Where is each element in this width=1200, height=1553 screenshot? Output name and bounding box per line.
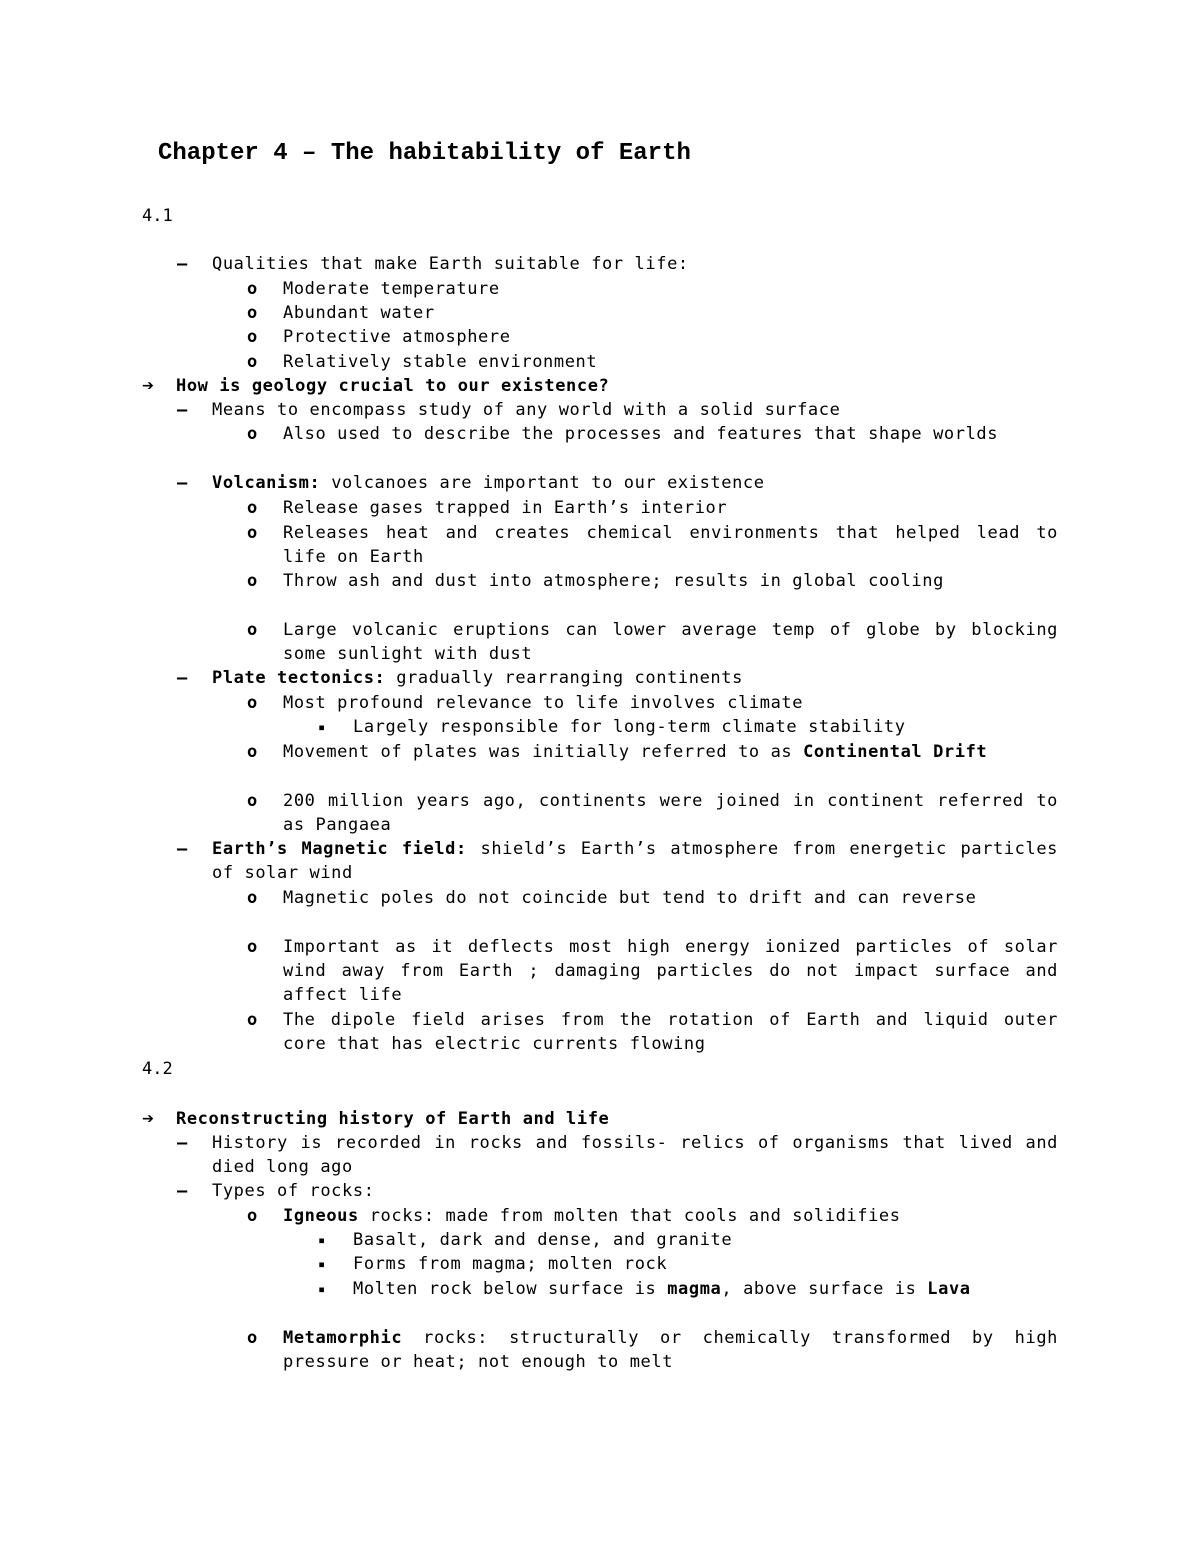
continental-drift-term: Continental Drift <box>803 742 988 762</box>
plate-tectonics-line <box>212 666 1058 690</box>
dash-bullet: – <box>177 1181 188 1201</box>
circle-bullet: o <box>247 693 258 713</box>
dash-bullet: – <box>177 400 188 420</box>
plate-subitem: Largely responsible for long-term climate stability <box>353 717 906 737</box>
quality-item: Relatively stable environment <box>283 352 598 372</box>
volcanism-text: volcanoes are important to our existence <box>320 473 765 493</box>
quality-item: Moderate temperature <box>283 279 500 299</box>
dash-bullet: – <box>177 1133 188 1153</box>
continental-drift-prefix: Movement of plates was initially referred to as <box>283 742 804 762</box>
dash-bullet: – <box>177 254 188 274</box>
volcanism-item: Release gases trapped in Earth’s interior <box>283 498 728 518</box>
geology-also-line: Also used to describe the processes and features that shape worlds <box>283 424 999 444</box>
metamorphic-text: rocks: structurally or chemically transformed by high pressure or heat; not enough to melt <box>283 1328 1058 1372</box>
plate-item <box>283 740 1058 764</box>
rock-types-line: Types of rocks: <box>212 1181 375 1201</box>
reconstructing-heading: Reconstructing history of Earth and life <box>176 1109 610 1129</box>
square-bullet: ▪ <box>318 1257 326 1271</box>
plate-item: 200 million years ago, continents were joined in continent referred to as Pangaea <box>283 791 1058 835</box>
dash-bullet: – <box>177 668 188 688</box>
circle-bullet: o <box>247 327 258 347</box>
lava-term: Lava <box>927 1279 971 1299</box>
square-bullet: ▪ <box>318 1282 326 1296</box>
magnetic-field-line <box>212 837 1058 885</box>
circle-bullet: o <box>247 571 258 591</box>
square-bullet: ▪ <box>318 1233 326 1247</box>
circle-bullet: o <box>247 1010 258 1030</box>
magnetic-field-label: Earth’s Magnetic field: <box>212 839 467 859</box>
circle-bullet: o <box>247 303 258 323</box>
circle-bullet: o <box>247 620 258 640</box>
igneous-text: rocks: made from molten that cools and solidifies <box>358 1206 901 1226</box>
circle-bullet: o <box>247 1328 258 1348</box>
circle-bullet: o <box>247 791 258 811</box>
section-number-4-1: 4.1 <box>142 206 173 226</box>
circle-bullet: o <box>247 937 258 957</box>
plate-item: Most profound relevance to life involves climate <box>283 693 804 713</box>
magnetic-item: The dipole field arises from the rotation of Earth and liquid outer core that has electric currents flowing <box>283 1010 1058 1054</box>
geology-heading: How is geology crucial to our existence? <box>176 376 610 396</box>
circle-bullet: o <box>247 1206 258 1226</box>
square-bullet: ▪ <box>318 720 326 734</box>
circle-bullet: o <box>247 424 258 444</box>
igneous-line <box>283 1204 1058 1228</box>
volcanism-item: Throw ash and dust into atmosphere; results in global cooling <box>283 571 944 591</box>
magnetic-item: Magnetic poles do not coincide but tend to drift and can reverse <box>283 888 977 908</box>
volcanism-line <box>212 471 1058 495</box>
section-number-4-2: 4.2 <box>142 1059 173 1079</box>
magma-term: magma <box>667 1279 722 1299</box>
quality-item: Protective atmosphere <box>283 327 511 347</box>
quality-item: Abundant water <box>283 303 435 323</box>
dash-bullet: – <box>177 839 188 859</box>
circle-bullet: o <box>247 523 258 543</box>
magnetic-item: Important as it deflects most high energy ionized particles of solar wind away from Earth ; damaging particles do not impact surface and affect life <box>283 937 1058 1005</box>
qualities-line: Qualities that make Earth suitable for life: <box>212 254 689 274</box>
geology-means-line: Means to encompass study of any world with a solid surface <box>212 400 841 420</box>
volcanism-item: Large volcanic eruptions can lower average temp of globe by blocking some sunlight with dust <box>283 620 1058 664</box>
igneous-label: Igneous <box>283 1206 359 1226</box>
circle-bullet: o <box>247 352 258 372</box>
dash-bullet: – <box>177 473 188 493</box>
arrow-icon: ➔ <box>142 1106 155 1130</box>
metamorphic-label: Metamorphic <box>283 1328 403 1348</box>
history-line: History is recorded in rocks and fossils- relics of organisms that lived and died long ago <box>212 1133 1058 1177</box>
chapter-title: Chapter 4 – The habitability of Earth <box>158 140 691 167</box>
circle-bullet: o <box>247 498 258 518</box>
igneous-subitem: Forms from magma; molten rock <box>353 1254 668 1274</box>
magma-prefix: Molten rock below surface is <box>353 1279 668 1299</box>
metamorphic-line <box>283 1326 1058 1374</box>
magnetic-field-text: shield’s Earth’s atmosphere from energetic particles of solar wind <box>212 839 1059 883</box>
volcanism-label: Volcanism: <box>212 473 321 493</box>
plate-tectonics-label: Plate tectonics: <box>212 668 386 688</box>
igneous-subitem: Basalt, dark and dense, and granite <box>353 1230 733 1250</box>
circle-bullet: o <box>247 742 258 762</box>
lava-prefix: , above surface is <box>721 1279 928 1299</box>
plate-tectonics-text: gradually rearranging continents <box>385 668 743 688</box>
circle-bullet: o <box>247 888 258 908</box>
circle-bullet: o <box>247 279 258 299</box>
arrow-icon: ➔ <box>142 373 155 397</box>
igneous-subitem <box>353 1277 1058 1301</box>
volcanism-item: Releases heat and creates chemical environments that helped lead to life on Earth <box>283 523 1058 567</box>
